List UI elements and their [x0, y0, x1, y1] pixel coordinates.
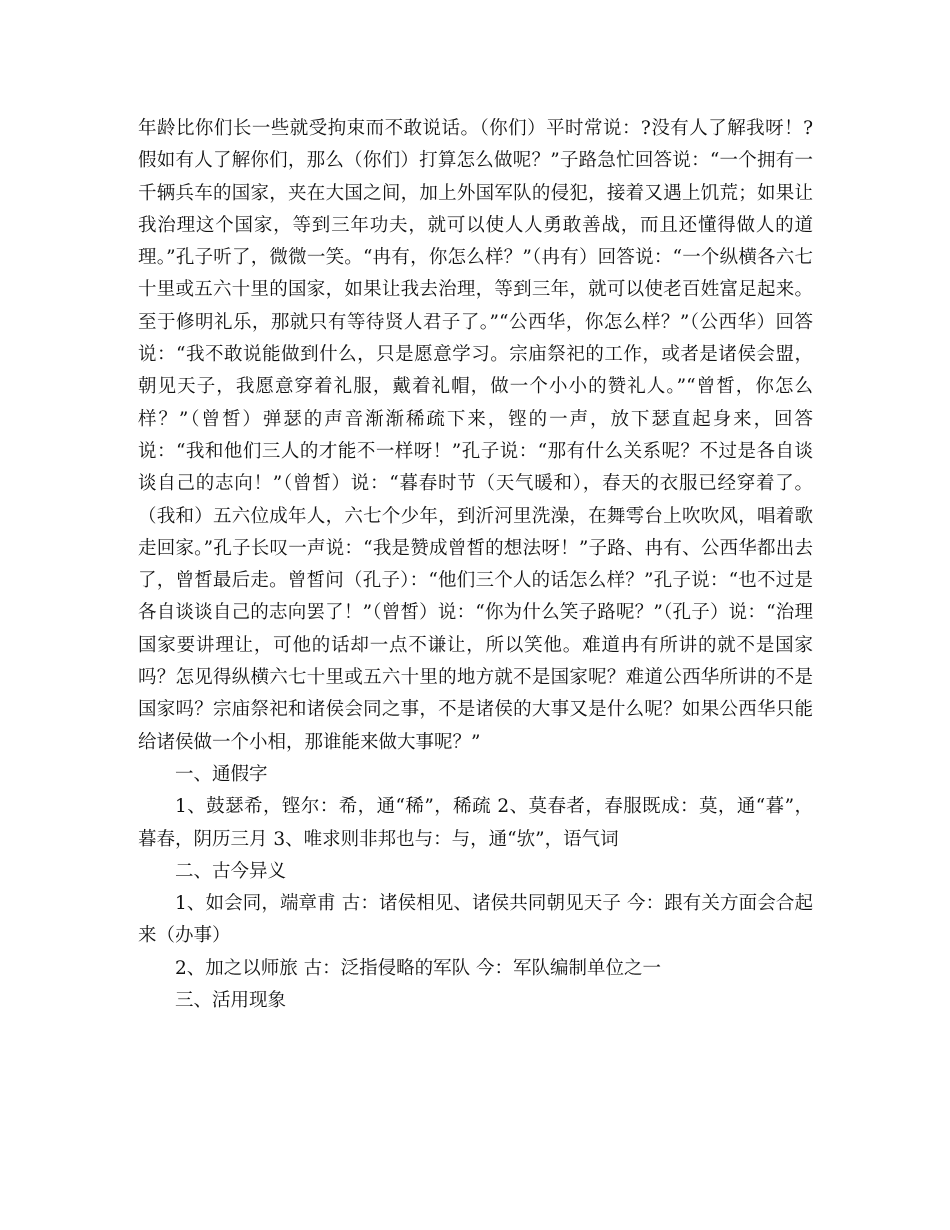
gujinyiyi-item-2: 2、加之以师旅 古：泛指侵略的军队 今：军队编制单位之一	[175, 957, 662, 979]
document-body	[138, 113, 813, 1017]
translation-paragraph: 年龄比你们长一些就受拘束而不敢说话。（你们）平时常说：?没有人了解我呀！?假如有人了解你们，那么（你们）打算怎么做呢？”子路急忙回答说：“一个拥有一千辆兵车的国家，夹在大国之间，加上外国军队的侵犯，接着又遇上饥荒；如果让我治理这个国家，等到三年功夫，就可以使人人勇敢善战，而且还懂得做人的道理。”孔子听了，微微一笑。“冉有，你怎么样？”（冉有）回答说：“一个纵横各六七十里或五六十里的国家，如果让我去治理，等到三年，就可以使老百姓富足起来。至于修明礼乐，那就只有等待贤人君子了。”“公西华，你怎么样？”（公西华）回答说：“我不敢说能做到什么，只是愿意学习。宗庙祭祀的工作，或者是诸侯会盟，朝见天子，我愿意穿着礼服，戴着礼帽，做一个小小的赞礼人。”“曾皙，你怎么样？”（曾皙）弹瑟的声音渐渐稀疏下来，铿的一声，放下瑟直起身来，回答说：“我和他们三人的才能不一样呀！”孔子说：“那有什么关系呢？不过是各自谈谈自己的志向！”（曾皙）说：“暮春时节（天气暖和），春天的衣服已经穿着了。（我和）五六位成年人，六七个少年，到沂河里洗澡，在舞雩台上吹吹风，唱着歌走回家。”孔子长叹一声说：“我是赞成曾皙的想法呀！”子路、冉有、公西华都出去了，曾皙最后走。曾皙问（孔子）：“他们三个人的话怎么样？”孔子说：“也不过是各自谈谈自己的志向罢了！”（曾皙）说：“你为什么笑子路呢？”（孔子）说：“治理国家要讲理让，可他的话却一点不谦让，所以笑他。难道冉有所讲的就不是国家吗？怎见得纵横六七十里或五六十里的地方就不是国家呢？难道公西华所讲的不是国家吗？宗庙祭祀和诸侯会同之事，不是诸侯的大事又是什么呢？如果公西华只能给诸侯做一个小相，那谁能来做大事呢？”	[138, 118, 813, 753]
section-heading-huoyong: 三、活用现象	[175, 990, 287, 1012]
section-heading-gujinyiyi: 二、古今异义	[175, 860, 287, 882]
section-heading-tongjiazi: 一、通假字	[175, 763, 268, 785]
gujinyiyi-item-1: 1、如会同，端章甫 古：诸侯相见、诸侯共同朝见天子 今：跟有关方面会合起来（办事）	[138, 893, 813, 947]
tongjiazi-items: 1、鼓瑟希，铿尔：希，通“稀”，稀疏 2、莫春者，春服既成：莫，通“暮”，暮春，阴历三月 3、唯求则非邦也与：与，通“欤”，语气词	[138, 796, 813, 850]
